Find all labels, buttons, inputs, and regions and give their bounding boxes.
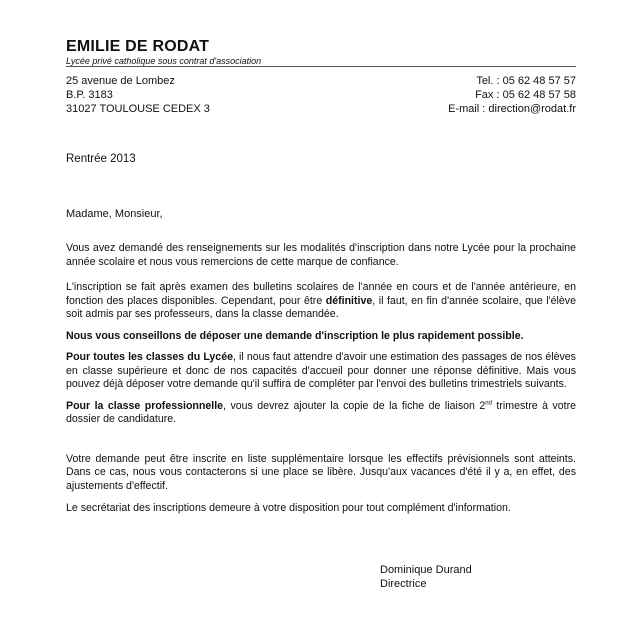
p5-text-c: trimestre à votre dossier de candidature.: [66, 399, 576, 425]
paragraph-advice: [66, 330, 576, 344]
p4-text: , il nous faut attendre d'avoir une estimation des passages de nos élèves en classe supérieure et donc de nos capacités d'accueil pour donner une réponse définitive. Mais vous pouvez déjà déposer votre demande qu'il suffira de compléter par l'envoi des bulletins trimestriels suivants.: [66, 351, 576, 390]
paragraph-request: Vous avez demandé des renseignements sur les modalités d'inscription dans notre Lycée pour la prochaine année scolaire et nous vous remercions de cette marque de confiance.: [66, 242, 576, 268]
signature-block: [380, 563, 472, 591]
signatory-role: Directrice: [380, 578, 427, 590]
advice-bold: Nous vous conseillons de déposer une demande d'inscription le plus rapidement possible.: [66, 329, 524, 342]
paragraph-inscription: [66, 281, 576, 322]
header-divider: [66, 66, 576, 67]
school-name: EMILIE DE RODAT: [66, 38, 210, 55]
address-street: 25 avenue de Lombez: [66, 75, 175, 87]
paragraph-waiting-list: Votre demande peut être inscrite en liste supplémentaire lorsque les effectifs prévisionnels sont atteints. Dans ce cas, nous vous contacterons si une place se libère. Jusqu'aux vacances d'été il y a, en effet, des ajustements d'effectif.: [66, 452, 576, 492]
postal-address: [66, 74, 210, 116]
p5-text-b: , vous devrez ajouter la copie de la fiche de liaison 2: [223, 399, 486, 412]
p5-bold: Pour la classe professionnelle: [66, 399, 224, 412]
p2-text-a: L'inscription se fait après examen des bulletins scolaires de l'année en cours et de l'année antérieure, en fonction des places disponibles. Cependant, pour être: [66, 281, 576, 307]
contact-info: [448, 74, 576, 116]
school-subtitle: Lycée privé catholique sous contrat d'association: [66, 56, 262, 66]
paragraph-secretariat: Le secrétariat des inscriptions demeure à votre disposition pour tout complément d'information.: [66, 502, 511, 514]
p5-superscript: nd: [485, 399, 492, 406]
p2-bold-definitive: définitive: [325, 294, 373, 307]
paragraph-all-classes: [66, 351, 576, 392]
address-bp: B.P. 3183: [66, 89, 113, 101]
letter-body: [66, 242, 576, 516]
p4-bold: Pour toutes les classes du Lycée: [66, 351, 233, 363]
paragraph-professional: [66, 400, 576, 427]
contact-fax: Fax : 05 62 48 57 58: [475, 89, 576, 101]
contact-email: E-mail : direction@rodat.fr: [448, 103, 576, 115]
rentree-heading: Rentrée 2013: [66, 153, 136, 165]
contact-tel: Tel. : 05 62 48 57 57: [476, 75, 576, 87]
signatory-name: Dominique Durand: [380, 564, 472, 576]
salutation: Madame, Monsieur,: [66, 208, 163, 220]
p2-text-c: , il faut, en fin d'année scolaire, que l'élève soit admis par ses professeurs, dans la classe demandée.: [66, 294, 576, 320]
address-city: 31027 TOULOUSE CEDEX 3: [66, 103, 210, 115]
